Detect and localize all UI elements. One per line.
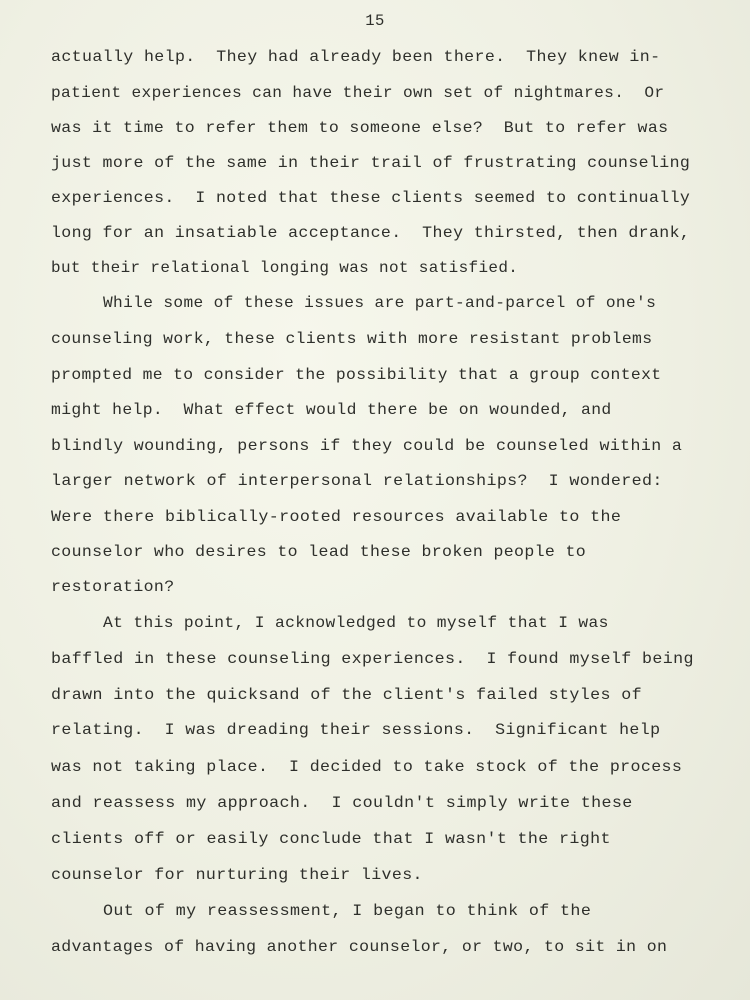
text-line: counseling work, these clients with more resistant problems [51,330,653,348]
page-number: 15 [365,12,385,30]
text-line: baffled in these counseling experiences. I found myself being [51,650,694,668]
text-line: long for an insatiable acceptance. They thirsted, then drank, [51,224,691,242]
text-line: larger network of interpersonal relationships? I wondered: [51,472,663,490]
text-line: At this point, I acknowledged to myself that I was [103,614,609,632]
text-line: and reassess my approach. I couldn't simply write these [51,794,633,812]
text-line: advantages of having another counselor, or two, to sit in on [51,938,668,956]
text-line: relating. I was dreading their sessions. Significant help [51,721,661,739]
text-line: clients off or easily conclude that I wasn't the right [51,830,611,848]
text-line: prompted me to consider the possibility that a group context [51,366,662,384]
text-line: experiences. I noted that these clients seemed to continually [51,189,691,207]
text-line: was not taking place. I decided to take stock of the process [51,758,683,776]
text-line: Out of my reassessment, I began to think of the [103,902,592,920]
text-line: but their relational longing was not satisfied. [51,259,519,277]
text-line: restoration? [51,578,175,596]
text-line: just more of the same in their trail of frustrating counseling [51,154,691,172]
text-line: was it time to refer them to someone else? But to refer was [51,119,669,137]
text-line: counselor who desires to lead these broken people to [51,543,587,561]
text-line: might help. What effect would there be on wounded, and [51,401,612,419]
text-line: While some of these issues are part-and-parcel of one's [103,294,657,312]
text-line: Were there biblically-rooted resources available to the [51,508,622,526]
text-line: drawn into the quicksand of the client's failed styles of [51,686,642,704]
text-line: counselor for nurturing their lives. [51,866,423,884]
text-line: patient experiences can have their own set of nightmares. Or [51,84,665,102]
text-line: actually help. They had already been there. They knew in- [51,48,661,66]
text-line: blindly wounding, persons if they could be counseled within a [51,437,683,455]
